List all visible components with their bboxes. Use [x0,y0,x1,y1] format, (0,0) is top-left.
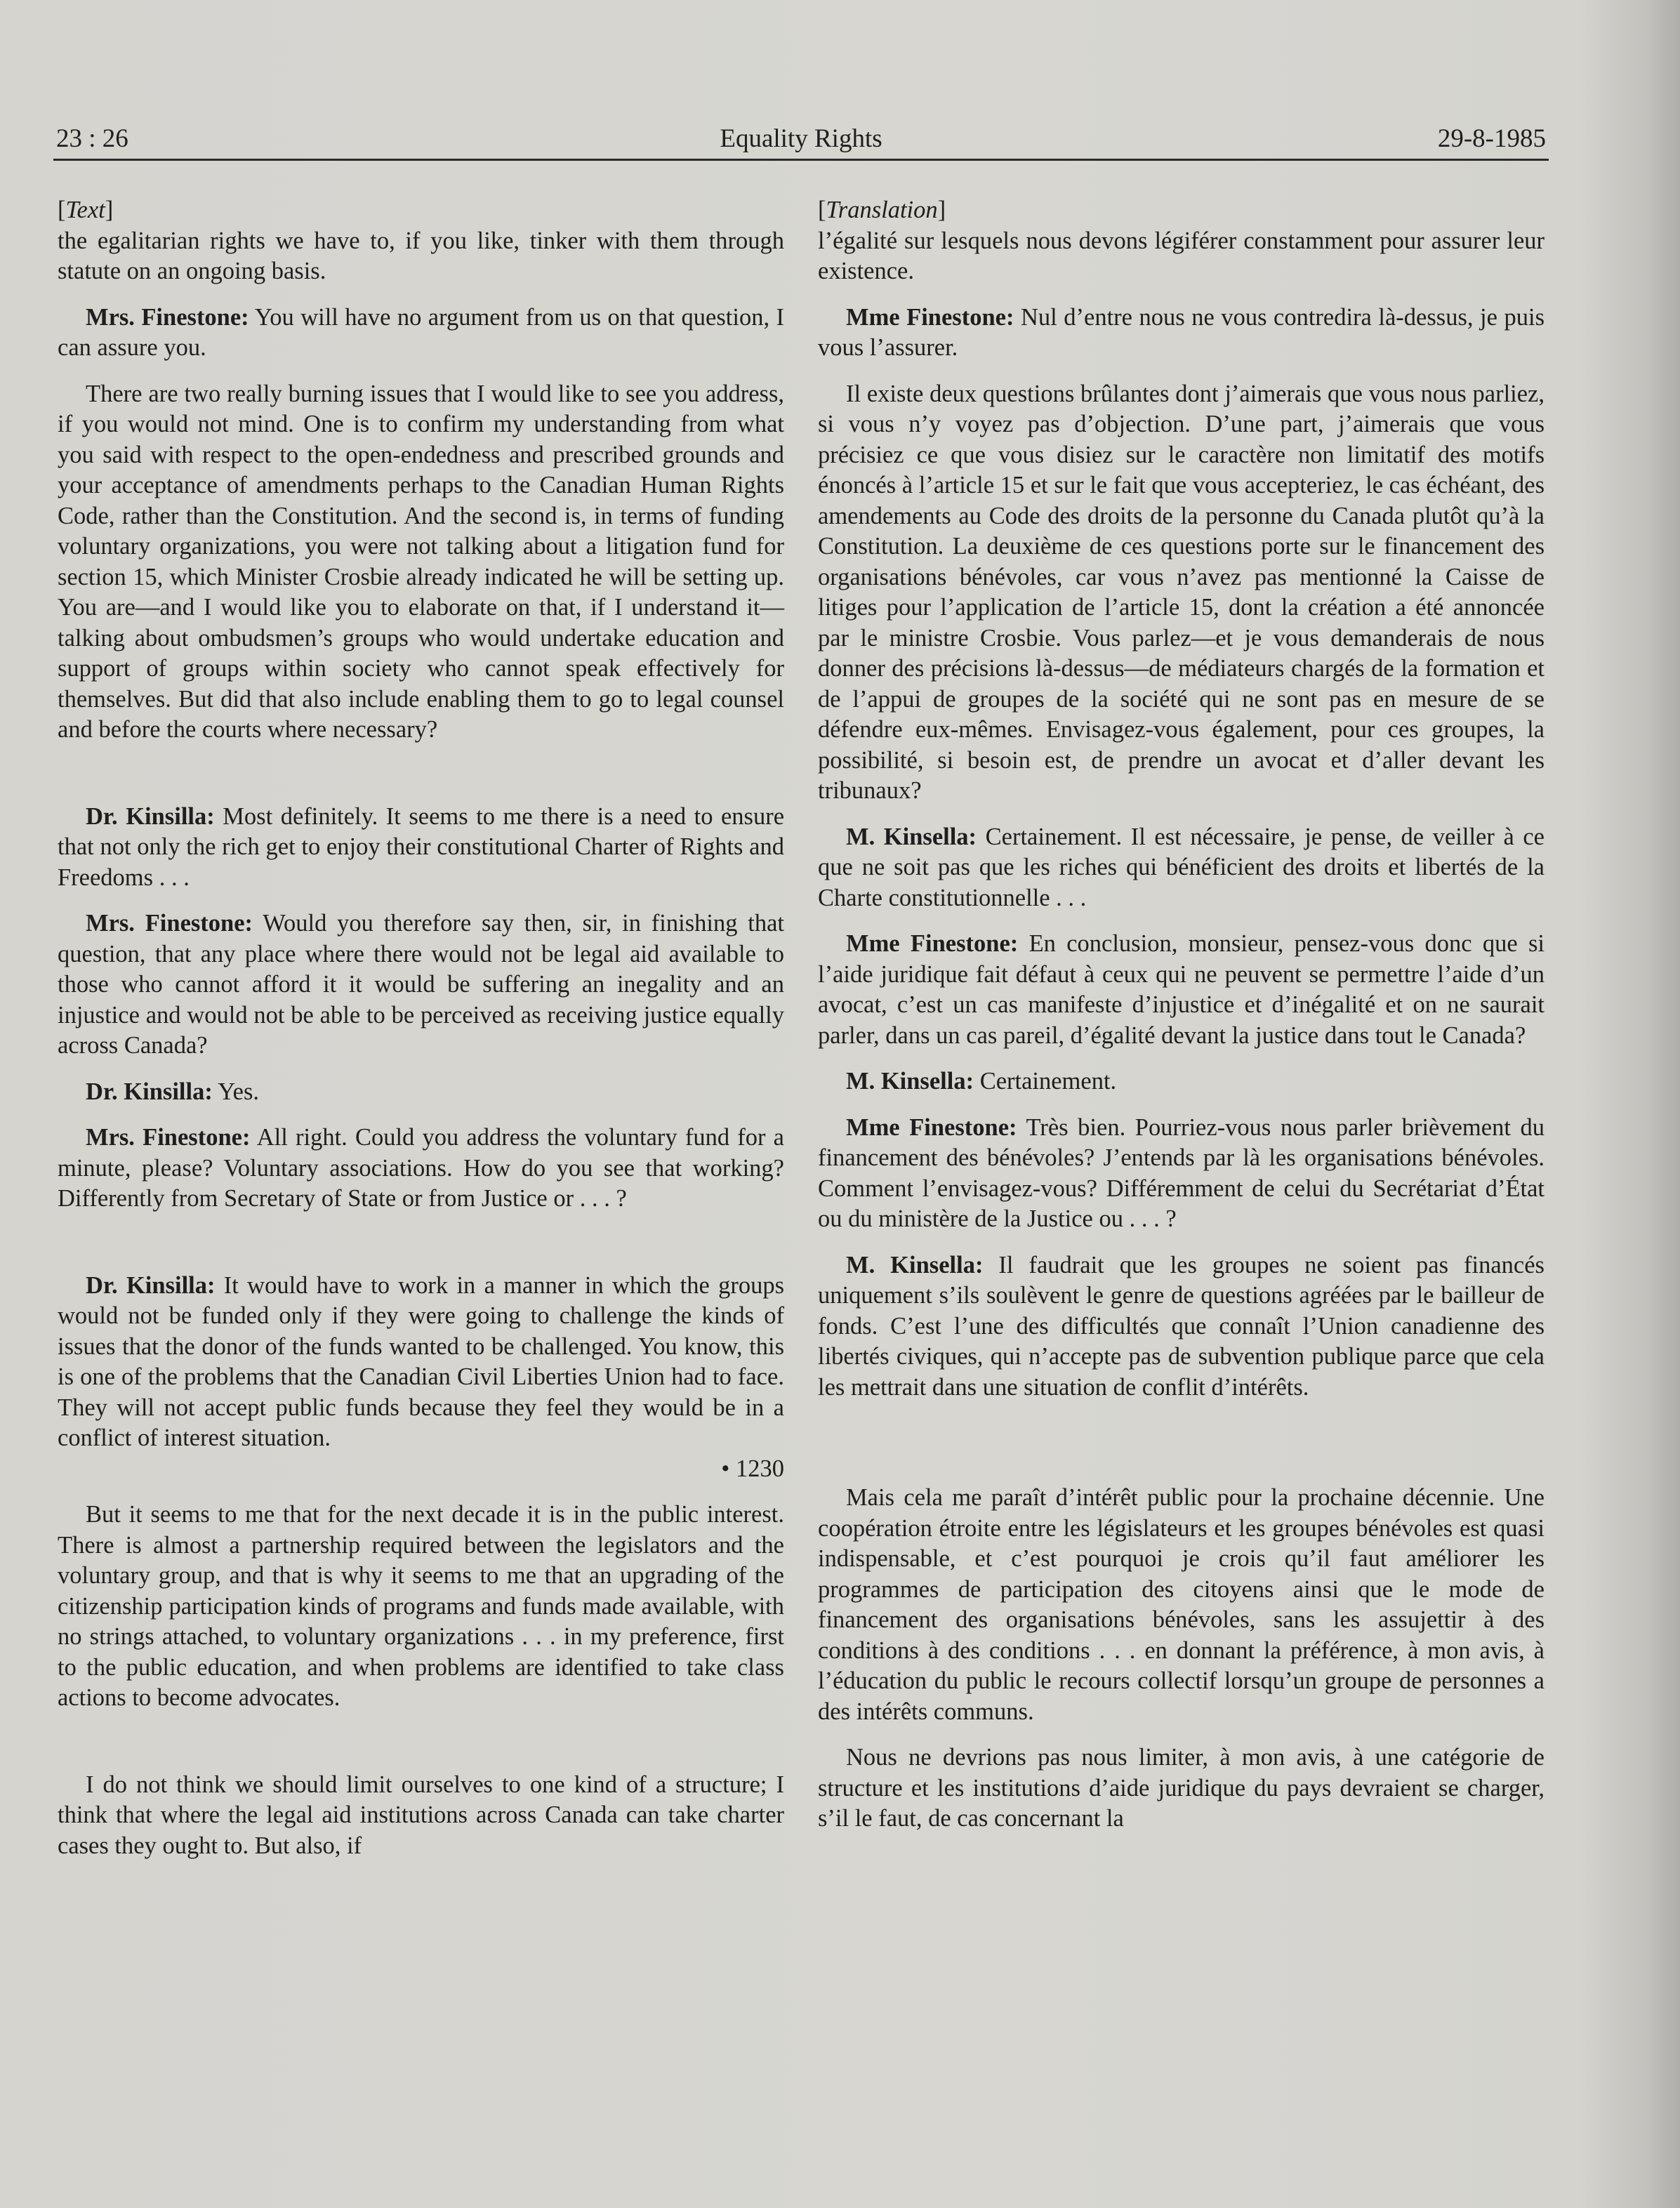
speech-paragraph: Dr. Kinsilla: Most definitely. It seems to me there is a need to ensure that not only the rich get to enjoy their constitutional Charter of Rights and Freedoms . . . [58,802,785,891]
column-label: [Text] [58,197,114,223]
speech-paragraph: Mme Finestone: Très bien. Pourriez-vous nous parler brièvement du financement des bénévoles? J’entends par là les organisations bénévoles. Comment l’envisagez-vous? Différemment de celui du Secrétariat d’État ou du ministère de la Justice ou . . . ? [818,1113,1545,1232]
speech-paragraph: Mrs. Finestone: You will have no argument from us on that question, I can assure you. [58,303,784,361]
column-label: [Translation] [818,197,946,223]
speech-paragraph: M. Kinsella: Il faudrait que les groupes ne soient pas financés uniquement s’ils soulèvent le genre de questions agréées par le bailleur de fonds. C’est l’une des difficultés que connaît l’Union canadienne des libertés civiques, qui n’accepte pas de subvention publique parce que cela les mettrait dans une situation de conflit d’intérêts. [818,1251,1545,1401]
speaker-name: Mrs. Finestone: [86,1124,251,1151]
spacer [818,1403,1545,1467]
speaker-name: Mme Finestone: [846,1113,1017,1141]
speech-paragraph: Mrs. Finestone: All right. Could you address the voluntary fund for a minute, please? Voluntary associations. How do you see that working? Differently from Secretary of State or from Justice or . . . ? [58,1124,784,1212]
paragraph: the egalitarian rights we have to, if you like, tinker with them through statute on an ongoing basis. [58,227,784,284]
paragraph: I do not think we should limit ourselves to one kind of a structure; I think that where the legal aid institutions across Canada can take charter cases they ought to. But also, if [58,1771,784,1859]
paragraph: l’égalité sur lesquels nous devons légiférer constamment pour assurer leur existence. [818,227,1545,284]
paragraph: Nous ne devrions pas nous limiter, à mon avis, à une catégorie de structure et les institutions d’aide juridique du pays devraient se charger, s’il le faut, de cas concernant la [818,1744,1545,1832]
speaker-name: M. Kinsella: [846,1251,984,1278]
speaker-name: Mrs. Finestone: [86,910,253,937]
page-number: 23 : 26 [56,124,128,153]
time-marker: • 1230 [721,1455,784,1482]
speech-paragraph: Mme Finestone: En conclusion, monsieur, pensez-vous donc que si l’aide juridique fait défaut à ceux qui ne peuvent se permettre l’aide d’un avocat, c’est un cas manifeste d’injustice et d’inégalité et on ne saurait parler, dans un cas pareil, d’égalité devant la justice dans tout le Canada? [818,930,1545,1049]
paragraph: Il existe deux questions brûlantes dont j’aimerais que vous nous parliez, si vous n’y voyez pas d’objection. D’une part, j’aimerais que vous précisiez ce que vous disiez sur le caractère non limitatif des motifs énoncés à l’article 15 et sur le fait que vous accepteriez, le cas échéant, des amendements au Code des droits de la personne du Canada plutôt qu’à la Constitution. La deuxième de ces questions porte sur le financement des organisations bénévoles, car vous n’avez pas mentionné la Caisse de litiges pour l’application de l’article 15, dont la création a été annoncée par le ministre Crosbie. Vous parlez—et je vous demanderais de nous donner des précisions là-dessus—de médiateurs chargés de la formation et de l’appui de groupes de la société qui ne sont pas en mesure de se défendre eux-mêmes. Envisagez-vous également, pour ces groupes, la possibilité, si besoin est, de prendre un avocat et d’aller devant les tribunaux? [818,380,1545,804]
paragraph: Mais cela me paraît d’intérêt public pour la prochaine décennie. Une coopération étroite entre les législateurs et les groupes bénévoles est quasi indispensable, et c’est pourquoi je crois qu’il faut améliorer les programmes de participation des citoyens ainsi que le mode de financement des organisations bénévoles, sans les assujettir à des conditions à des conditions . . . en donnant la préférence, à mon avis, à l’éducation du public le recours collectif lorsqu’un groupe de personnes a des intérêts communs. [818,1484,1545,1725]
speech-paragraph: Dr. Kinsilla: Yes. [86,1078,260,1105]
speech-paragraph: M. Kinsella: Certainement. [846,1068,1117,1095]
paragraph: There are two really burning issues that I would like to see you address, if you would not mind. One is to confirm my understanding from what you said with respect to the open-endedness and prescribed grounds and your acceptance of amendments perhaps to the Canadian Human Rights Code, rather than the Constitution. And the second is, in terms of funding voluntary organizations, you were not talking about a litigation fund for section 15, which Minister Crosbie already indicated he will be setting up. You are—and I would like you to elaborate on that, if I understand it—talking about ombudsmen’s groups who would undertake education and support of groups within society who cannot speak effectively for themselves. But did that also include enabling them to go to legal counsel and before the courts where necessary? [58,380,784,743]
page-header [53,119,1549,161]
running-title: Equality Rights [720,124,882,153]
speaker-name: Dr. Kinsilla: [86,1078,213,1105]
header-date: 29-8-1985 [1437,124,1546,153]
speech-paragraph: M. Kinsella: Certainement. Il est nécessaire, je pense, de veiller à ce que ne soit pas que les riches qui bénéficient des droits et libertés de la Charte constitutionnelle . . . [818,823,1545,911]
speaker-name: Mrs. Finestone: [86,303,249,331]
speech-paragraph: Mme Finestone: Nul d’entre nous ne vous contredira là-dessus, je puis vous l’assurer. [818,303,1545,361]
speaker-name: Mme Finestone: [846,303,1014,331]
french-column [818,195,1545,1835]
speaker-name: Dr. Kinsilla: [86,1271,216,1299]
speaker-name: M. Kinsella: [846,823,977,850]
speaker-name: Mme Finestone: [846,930,1019,957]
english-column [58,195,784,1861]
speaker-name: Dr. Kinsilla: [86,802,215,830]
speech-paragraph: Dr. Kinsilla: It would have to work in a manner in which the groups would not be funded only if they were going to challenge the kinds of issues that the donor of the funds wanted to be challenged. You know, this is one of the problems that the Canadian Civil Liberties Union had to face. They will not accept public funds because they feel they would be in a conflict of interest situation. [58,1271,785,1451]
speaker-name: M. Kinsella: [846,1068,974,1095]
speech-paragraph: Mrs. Finestone: Would you therefore say then, sir, in finishing that question, that any place where there would not be legal aid available to those who cannot afford it it would be suffering an inegality and an injustice and would not be able to be perceived as receiving justice equally across Canada? [58,910,784,1059]
paragraph: But it seems to me that for the next decade it is in the public interest. There is almost a partnership required between the legislators and the voluntary group, and that is why it seems to me that an upgrading of the citizenship participation kinds of programs and funds made available, with no strings attached, to voluntary organizations . . . in my preference, first to the public education, and when problems are identified to take class actions to become advocates. [58,1501,784,1711]
